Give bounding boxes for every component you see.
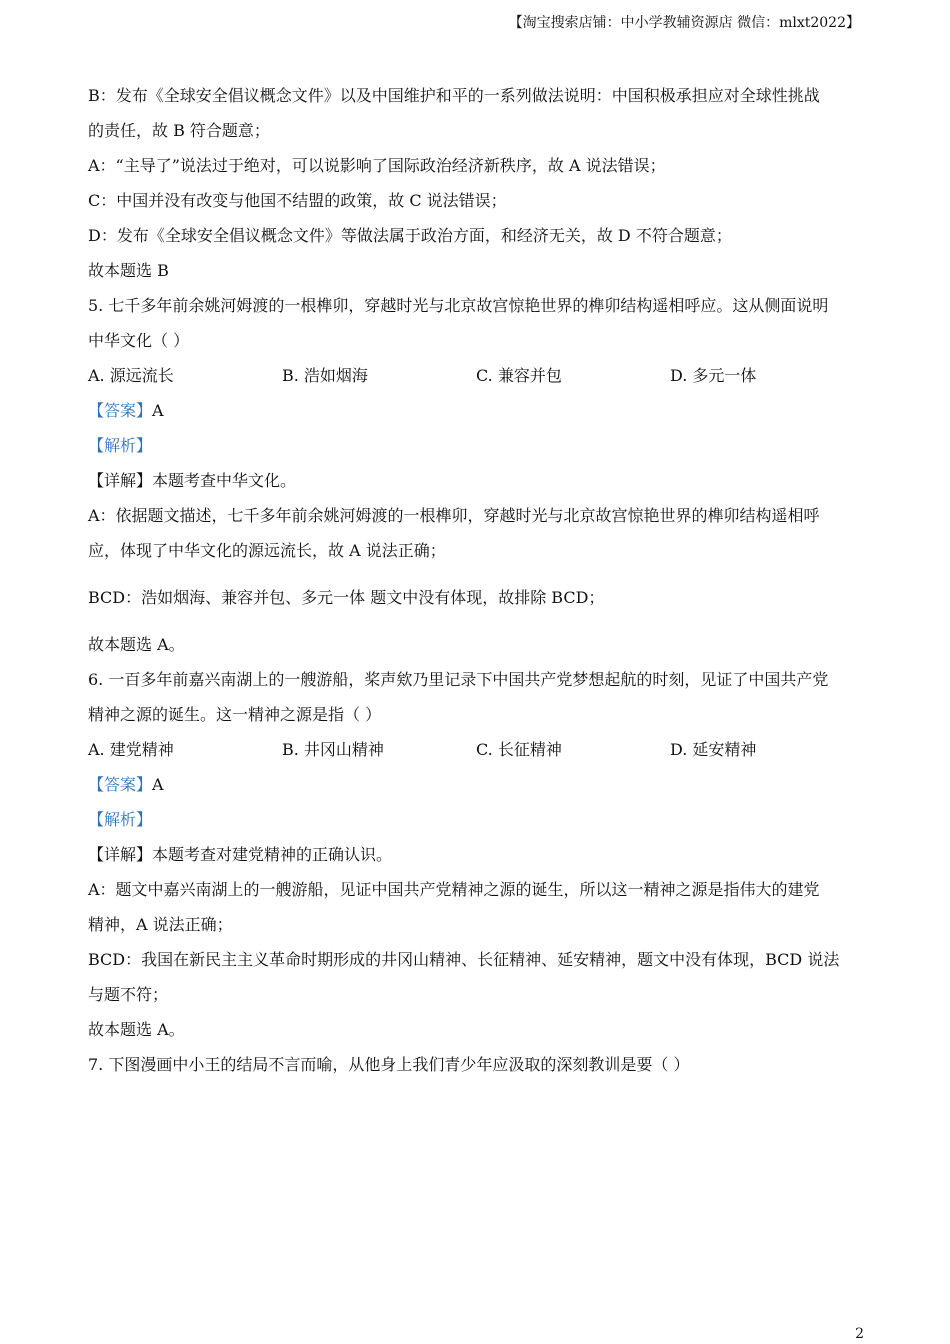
q6-answer-tag: 【答案】: [88, 775, 153, 794]
q7-stem: 7. 下图漫画中小王的结局不言而喻，从他身上我们青少年应汲取的深刻教训是要（ ）: [88, 1055, 690, 1074]
q6-option-a: A. 建党精神: [88, 740, 174, 759]
q6-final-answer: 故本题选 A。: [88, 1020, 185, 1039]
q6-answer-value: A: [152, 775, 164, 794]
q4-option-b-analysis-line2: 的责任，故 B 符合题意；: [88, 121, 270, 140]
q4-option-a-analysis: A：“主导了”说法过于绝对，可以说影响了国际政治经济新秩序，故 A 说法错误；: [88, 156, 666, 175]
q4-final-answer: 故本题选 B: [88, 261, 169, 280]
q6-option-d: D. 延安精神: [670, 740, 757, 759]
q6-option-c: C. 长征精神: [476, 740, 562, 759]
document-body: [88, 78, 864, 1082]
q5-option-bcd-analysis: BCD：浩如烟海、兼容并包、多元一体 题文中没有体现，故排除 BCD；: [88, 588, 605, 607]
page-number: 2: [855, 1326, 864, 1342]
q5-answer-tag: 【答案】: [88, 401, 153, 420]
q6-option-b: B. 井冈山精神: [282, 740, 384, 759]
q6-stem-line2: 精神之源的诞生。这一精神之源是指（ ）: [88, 705, 382, 724]
q5-options: [88, 358, 864, 393]
q6-options: [88, 732, 864, 767]
spacer: [88, 615, 864, 627]
q5-analysis-tag: [88, 428, 864, 463]
q5-answer: [88, 393, 864, 428]
q4-option-c-analysis: C：中国并没有改变与他国不结盟的政策，故 C 说法错误；: [88, 191, 507, 210]
q6-analysis-label: 【解析】: [88, 810, 153, 829]
q5-stem-line2: 中华文化（ ）: [88, 331, 190, 350]
q6-option-a-analysis-line2: 精神，A 说法正确；: [88, 915, 233, 934]
q5-final-answer: 故本题选 A。: [88, 635, 185, 654]
q4-option-d-analysis: D：发布《全球安全倡议概念文件》等做法属于政治方面，和经济无关，故 D 不符合题意；: [88, 226, 732, 245]
q5-option-a: A. 源远流长: [88, 366, 174, 385]
q5-answer-value: A: [152, 401, 164, 420]
spacer: [88, 568, 864, 580]
q6-answer: [88, 767, 864, 802]
q5-option-a-analysis-line1: A：依据题文描述，七千多年前余姚河姆渡的一根榫卯，穿越时光与北京故宫惊艳世界的榫卯结构遥相呼: [88, 506, 820, 525]
q5-detail: 【详解】本题考查中华文化。: [88, 471, 297, 490]
q5-option-b: B. 浩如烟海: [282, 366, 368, 385]
q4-option-b-analysis-line1: B：发布《全球安全倡议概念文件》以及中国维护和平的一系列做法说明：中国积极承担应对全球性挑战: [88, 86, 820, 105]
q6-detail: 【详解】本题考查对建党精神的正确认识。: [88, 845, 393, 864]
q6-analysis-tag: [88, 802, 864, 837]
q5-stem-line1: 5. 七千多年前余姚河姆渡的一根榫卯，穿越时光与北京故宫惊艳世界的榫卯结构遥相呼应。这从侧面说明: [88, 296, 829, 315]
q5-option-c: C. 兼容并包: [476, 366, 562, 385]
q6-option-bcd-analysis-line1: BCD：我国在新民主主义革命时期形成的井冈山精神、长征精神、延安精神，题文中没有体现，BCD 说法: [88, 950, 840, 969]
q6-stem-line1: 6. 一百多年前嘉兴南湖上的一艘游船，桨声欸乃里记录下中国共产党梦想起航的时刻，见证了中国共产党: [88, 670, 829, 689]
q6-option-a-analysis-line1: A：题文中嘉兴南湖上的一艘游船，见证中国共产党精神之源的诞生，所以这一精神之源是指伟大的建党: [88, 880, 820, 899]
q5-analysis-label: 【解析】: [88, 436, 153, 455]
q5-option-a-analysis-line2: 应，体现了中华文化的源远流长，故 A 说法正确；: [88, 541, 446, 560]
q6-option-bcd-analysis-line2: 与题不符；: [88, 985, 169, 1004]
page-header: 【淘宝搜索店铺：中小学教辅资源店 微信：mlxt2022】: [508, 15, 860, 31]
q5-option-d: D. 多元一体: [670, 366, 757, 385]
